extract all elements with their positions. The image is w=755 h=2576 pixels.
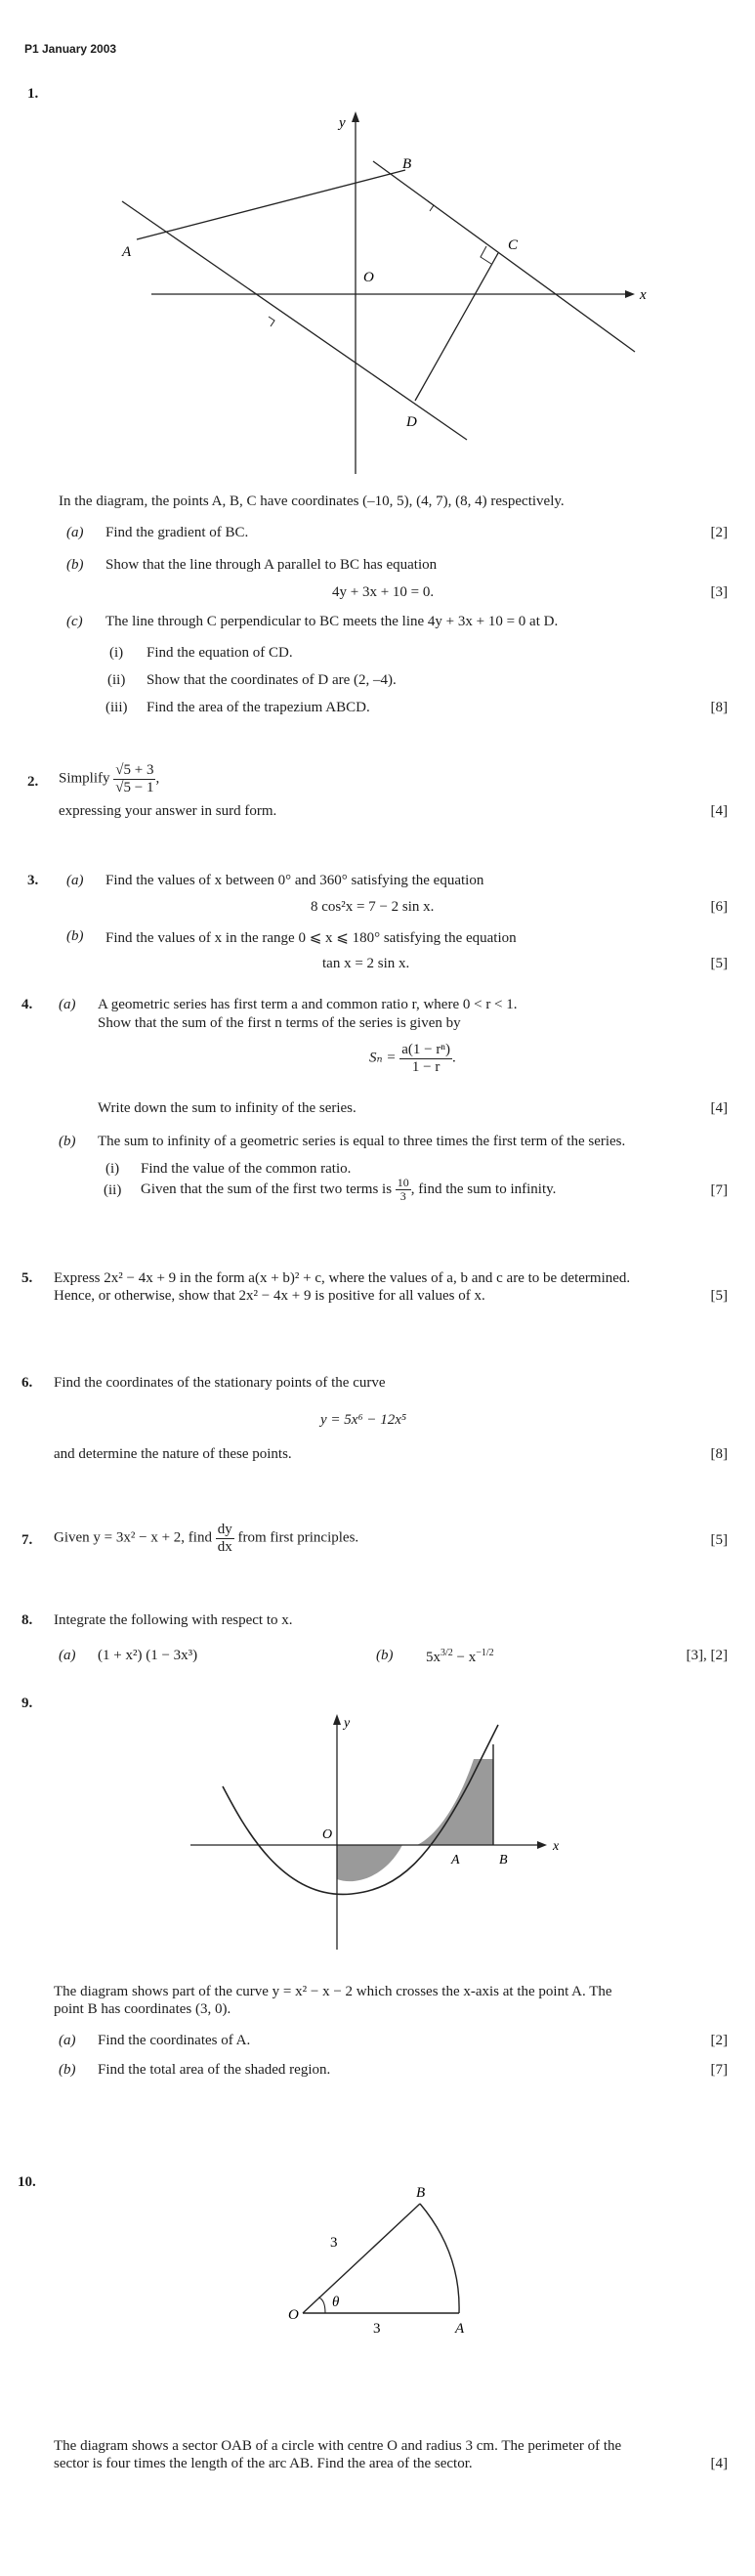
q1-c-mark: [8]	[710, 700, 728, 715]
q8-b-exp1: 3/2	[440, 1648, 453, 1658]
q6-equation: y = 5x⁶ − 12x⁵	[320, 1412, 407, 1428]
q6-line1: Find the coordinates of the stationary points of the curve	[54, 1375, 386, 1391]
q2-numerator: √5 + 3	[115, 762, 154, 778]
q1-b-text: Show that the line through A parallel to BC has equation	[105, 557, 438, 573]
q3-b-equation: tan x = 2 sin x.	[322, 956, 410, 971]
q10-line2: sector is four times the length of the arc AB. Find the area of the sector.	[54, 2456, 473, 2471]
q9-label-o: O	[322, 1827, 333, 1842]
parallel-tick-ad	[269, 317, 274, 326]
q8-b-expression	[426, 1648, 494, 1666]
line-ab	[137, 170, 405, 239]
q8-a-expression: (1 + x²) (1 − 3x³)	[98, 1648, 198, 1663]
q10-label-radius-oa: 3	[373, 2321, 381, 2337]
q4-sn-denominator: 1 − r	[411, 1058, 440, 1075]
x-axis-arrow	[625, 290, 635, 298]
q8-b-label: (b)	[376, 1648, 394, 1663]
q9-y-axis-arrow	[333, 1714, 341, 1725]
q2-fraction	[113, 762, 155, 795]
q1-c-label: (c)	[66, 614, 83, 629]
q9-b-mark: [7]	[710, 2062, 728, 2078]
q10-line1: The diagram shows a sector OAB of a circle with centre O and radius 3 cm. The perimeter of the	[54, 2438, 622, 2454]
q7-mark: [5]	[710, 1532, 728, 1548]
question-number: 5.	[21, 1270, 33, 1286]
q7-dx: dx	[217, 1538, 232, 1555]
q7-pre: Given y = 3x² − x + 2, find	[54, 1529, 212, 1546]
q3-a-label: (a)	[66, 873, 84, 888]
q1-diagram	[98, 107, 645, 479]
q4-b-ii-label: (ii)	[104, 1182, 122, 1198]
q9-x-axis-arrow	[537, 1841, 547, 1849]
q9-a-text: Find the coordinates of A.	[98, 2033, 251, 2048]
q4-b-ii-post: , find the sum to infinity.	[410, 1181, 557, 1198]
q10-angle-arc	[318, 2297, 325, 2313]
q1-c-iii-text: Find the area of the trapezium ABCD.	[147, 700, 370, 715]
question-number: 2.	[27, 774, 39, 790]
label-b: B	[402, 156, 412, 172]
question-number: 3.	[27, 873, 39, 888]
q6-mark: [8]	[710, 1446, 728, 1462]
q3-b-mark: [5]	[710, 956, 728, 971]
label-c: C	[508, 237, 519, 253]
q4-a-text3: Write down the sum to infinity of the series.	[98, 1100, 357, 1116]
q4-sn-end: .	[452, 1050, 456, 1066]
q7-expression	[54, 1522, 358, 1555]
q9-line2: point B has coordinates (3, 0).	[54, 2001, 231, 2017]
q8-b-term1: 5x	[426, 1650, 440, 1665]
q1-a-label: (a)	[66, 525, 84, 540]
question-number: 1.	[27, 86, 39, 102]
q4-b-mark: [7]	[710, 1182, 728, 1198]
q1-c-text: The line through C perpendicular to BC meets the line 4y + 3x + 10 = 0 at D.	[105, 614, 559, 629]
q9-label-y: y	[344, 1716, 351, 1731]
q4-b-ii-fraction	[396, 1177, 411, 1203]
q1-c-ii-text: Show that the coordinates of D are (2, –4).	[147, 672, 397, 688]
question-number: 7.	[21, 1532, 33, 1548]
parallel-tick-bc	[428, 201, 434, 211]
q2-pre: Simplify	[59, 770, 110, 787]
q4-b-i-text: Find the value of the common ratio.	[141, 1161, 352, 1177]
question-number: 10.	[18, 2174, 36, 2190]
paper-header: P1 January 2003	[24, 42, 117, 56]
q1-a-mark: [2]	[710, 525, 728, 540]
q6-line2: and determine the nature of these points.	[54, 1446, 292, 1462]
q4-sn-label: Sₙ =	[369, 1050, 397, 1066]
q3-a-text: Find the values of x between 0° and 360° satisfying the equation	[105, 873, 484, 888]
q4-b-label: (b)	[59, 1134, 76, 1149]
q5-line2: Hence, or otherwise, show that 2x² − 4x + 9 is positive for all values of x.	[54, 1288, 485, 1304]
question-number: 8.	[21, 1612, 33, 1628]
q4-a-text1: A geometric series has first term a and common ratio r, where 0 < r < 1.	[98, 997, 518, 1012]
q10-label-b: B	[416, 2185, 426, 2201]
q3-b-text: Find the values of x in the range 0 ⩽ x ⩽ 180° satisfying the equation	[105, 930, 517, 946]
q4-sn-fraction	[399, 1042, 452, 1075]
q4-b-ii-numerator: 10	[397, 1176, 409, 1189]
label-y: y	[339, 115, 346, 131]
q2-denominator: √5 − 1	[115, 779, 154, 795]
q4-a-mark: [4]	[710, 1100, 728, 1116]
q10-label-o: O	[288, 2307, 299, 2323]
q9-shaded-below	[337, 1845, 402, 1881]
q1-c-i-label: (i)	[109, 645, 124, 661]
q3-a-equation: 8 cos²x = 7 − 2 sin x.	[311, 899, 435, 915]
line-bc	[373, 161, 635, 352]
q4-b-ii-pre: Given that the sum of the first two terms is	[141, 1181, 393, 1198]
q4-a-text2: Show that the sum of the first n terms of the series is given by	[98, 1015, 461, 1031]
q1-b-label: (b)	[66, 557, 84, 573]
q4-b-ii-text	[141, 1177, 556, 1203]
q1-b-equation: 4y + 3x + 10 = 0.	[332, 584, 435, 600]
q2-line2: expressing your answer in surd form.	[59, 803, 277, 819]
q3-a-mark: [6]	[710, 899, 728, 915]
question-number: 6.	[21, 1375, 33, 1391]
q8-mark: [3], [2]	[686, 1648, 728, 1663]
q10-mark: [4]	[710, 2456, 728, 2471]
q7-dy: dy	[217, 1522, 232, 1537]
q10-radius-ob	[303, 2204, 420, 2313]
q4-b-ii-denominator: 3	[399, 1189, 406, 1204]
q10-label-theta: θ	[332, 2295, 340, 2310]
y-axis-arrow	[352, 111, 359, 122]
q9-b-label: (b)	[59, 2062, 76, 2078]
q9-label-a: A	[451, 1853, 460, 1868]
question-number: 9.	[21, 1696, 33, 1711]
q5-line1: Express 2x² − 4x + 9 in the form a(x + b)² + c, where the values of a, b and c are to be determined.	[54, 1270, 631, 1286]
q1-a-text: Find the gradient of BC.	[105, 525, 249, 540]
q5-mark: [5]	[710, 1288, 728, 1304]
q9-diagram	[176, 1705, 566, 1959]
q4-b-i-label: (i)	[105, 1161, 120, 1177]
q2-post: ,	[155, 770, 160, 787]
question-number: 4.	[21, 997, 33, 1012]
q3-b-label: (b)	[66, 928, 84, 944]
q4-sn-numerator: a(1 − rⁿ)	[401, 1042, 451, 1057]
q7-post: from first principles.	[237, 1529, 359, 1546]
q9-label-b: B	[499, 1853, 508, 1868]
q10-label-radius-ob: 3	[330, 2235, 338, 2251]
q8-b-term2: − x	[452, 1650, 477, 1665]
q1-b-mark: [3]	[710, 584, 728, 600]
q1-c-ii-label: (ii)	[107, 672, 126, 688]
q4-sn-formula	[369, 1042, 456, 1075]
q10-label-a: A	[455, 2321, 465, 2337]
q1-c-iii-label: (iii)	[105, 700, 128, 715]
q1-c-i-text: Find the equation of CD.	[147, 645, 293, 661]
line-cd	[415, 253, 498, 401]
label-d: D	[406, 414, 417, 430]
label-x: x	[640, 287, 647, 303]
q2-expression	[59, 762, 159, 795]
q10-diagram	[234, 2165, 508, 2360]
right-angle-marker	[481, 246, 491, 264]
q1-intro: In the diagram, the points A, B, C have coordinates (–10, 5), (4, 7), (8, 4) respectively.	[59, 494, 565, 509]
q9-a-label: (a)	[59, 2033, 76, 2048]
q4-a-label: (a)	[59, 997, 76, 1012]
q8-line1: Integrate the following with respect to x.	[54, 1612, 293, 1628]
label-o: O	[363, 270, 374, 285]
q9-line1: The diagram shows part of the curve y = x² − x − 2 which crosses the x-axis at the point A. The	[54, 1984, 612, 1999]
q10-arc-ab	[420, 2204, 459, 2313]
q9-label-x: x	[553, 1839, 560, 1854]
q8-a-label: (a)	[59, 1648, 76, 1663]
q2-mark: [4]	[710, 803, 728, 819]
q7-derivative	[216, 1522, 234, 1555]
line-ad	[122, 201, 467, 440]
q4-b-text: The sum to infinity of a geometric series is equal to three times the first term of the series.	[98, 1134, 626, 1149]
q9-b-text: Find the total area of the shaded region.	[98, 2062, 331, 2078]
q8-b-exp2: −1/2	[476, 1648, 494, 1658]
label-a: A	[122, 244, 132, 260]
q9-a-mark: [2]	[710, 2033, 728, 2048]
